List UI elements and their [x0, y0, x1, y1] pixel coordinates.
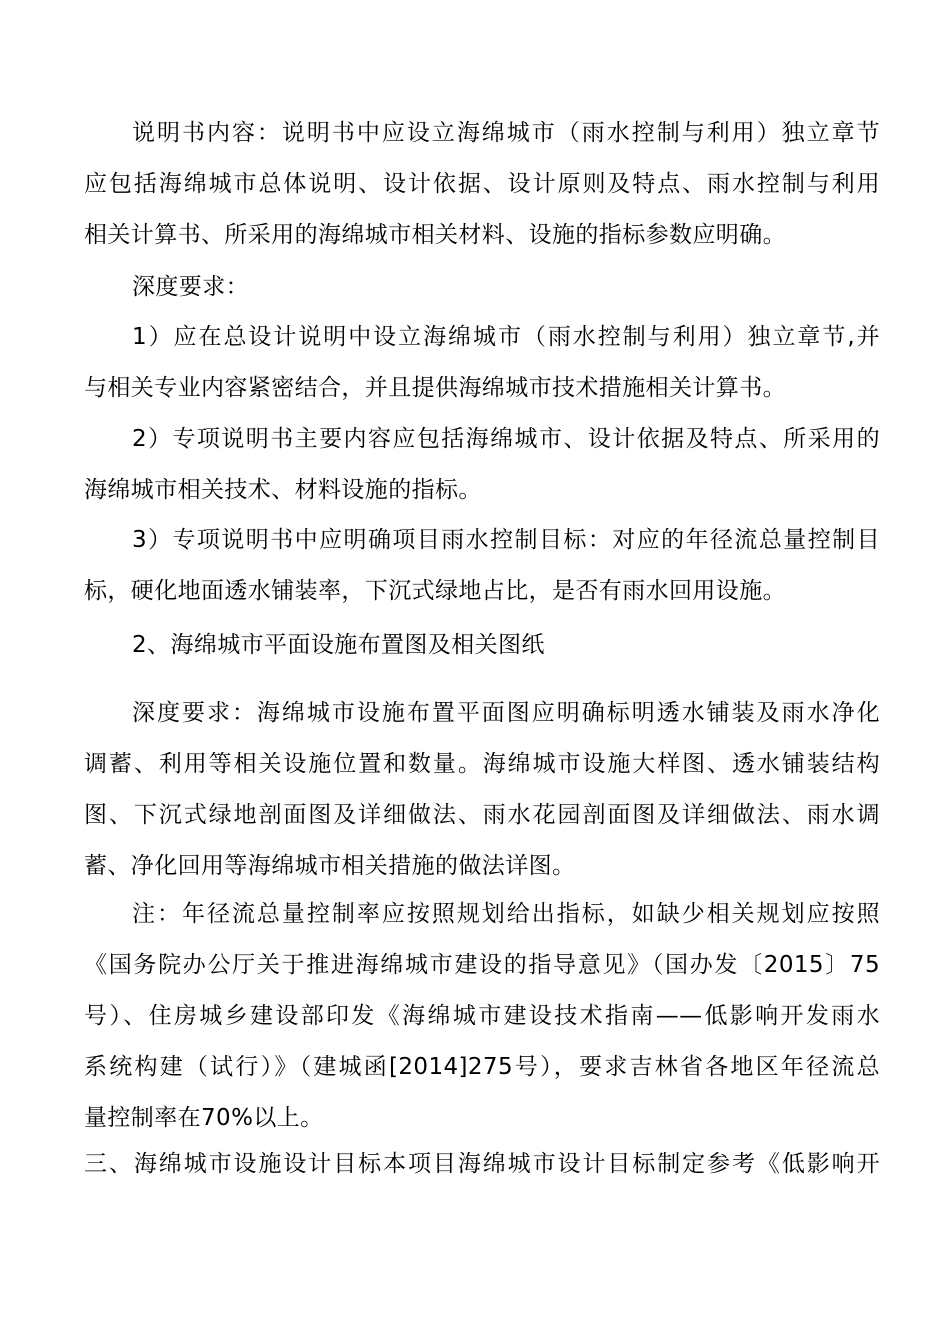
text-line: 说明书内容：说明书中应设立海绵城市（雨水控制与利用）独立章节 — [132, 120, 880, 146]
text-line: 注：年径流总量控制率应按照规划给出指标，如缺少相关规划应按照 — [132, 901, 880, 927]
text-line: 与相关专业内容紧密结合，并且提供海绵城市技术措施相关计算书。 — [84, 375, 786, 401]
paragraph-depth-label — [84, 262, 880, 313]
text-line: 蓄、净化回用等海绵城市相关措施的做法详图。 — [84, 853, 576, 879]
text-line: 标，硬化地面透水铺装率，下沉式绿地占比，是否有雨水回用设施。 — [84, 578, 786, 604]
text-line: 系统构建（试行）》（建城函[2014]275号），要求吉林省各地区年径流总 — [84, 1054, 880, 1080]
text-line: 深度要求：海绵城市设施布置平面图应明确标明透水铺装及雨水净化 — [132, 700, 880, 726]
text-line: 3）专项说明书中应明确项目雨水控制目标：对应的年径流总量控制目 — [132, 527, 880, 553]
text-line: 2）专项说明书主要内容应包括海绵城市、设计依据及特点、所采用的 — [132, 426, 880, 452]
section-heading-2 — [84, 620, 880, 671]
text-line: 相关计算书、所采用的海绵城市相关材料、设施的指标参数应明确。 — [84, 222, 786, 248]
text-line: 《国务院办公厅关于推进海绵城市建设的指导意见》（国办发〔2015〕75 — [84, 952, 880, 978]
text-line: 2、海绵城市平面设施布置图及相关图纸 — [132, 632, 545, 658]
text-line: 深度要求： — [132, 274, 249, 300]
text-line: 应包括海绵城市总体说明、设计依据、设计原则及特点、雨水控制与利用 — [84, 171, 880, 197]
text-line: 1）应在总设计说明中设立海绵城市（雨水控制与利用）独立章节,并 — [132, 324, 880, 350]
paragraph-item-3 — [84, 515, 880, 617]
text-line: 号）、住房城乡建设部印发《海绵城市建设技术指南——低影响开发雨水 — [84, 1003, 880, 1029]
text-line: 三、海绵城市设施设计目标本项目海绵城市设计目标制定参考《低影响开 — [84, 1151, 880, 1177]
paragraph-note — [84, 889, 880, 1144]
text-line: 图、下沉式绿地剖面图及详细做法、雨水花园剖面图及详细做法、雨水调 — [84, 802, 880, 828]
paragraph-item-1 — [84, 312, 880, 414]
section-heading-3 — [84, 1139, 880, 1190]
text-line: 调蓄、利用等相关设施位置和数量。海绵城市设施大样图、透水铺装结构 — [84, 751, 880, 777]
paragraph-depth-requirement — [84, 688, 880, 892]
paragraph-manual-content — [84, 108, 880, 261]
text-line: 量控制率在70%以上。 — [84, 1105, 324, 1131]
text-line: 海绵城市相关技术、材料设施的指标。 — [84, 477, 482, 503]
paragraph-item-2 — [84, 414, 880, 516]
